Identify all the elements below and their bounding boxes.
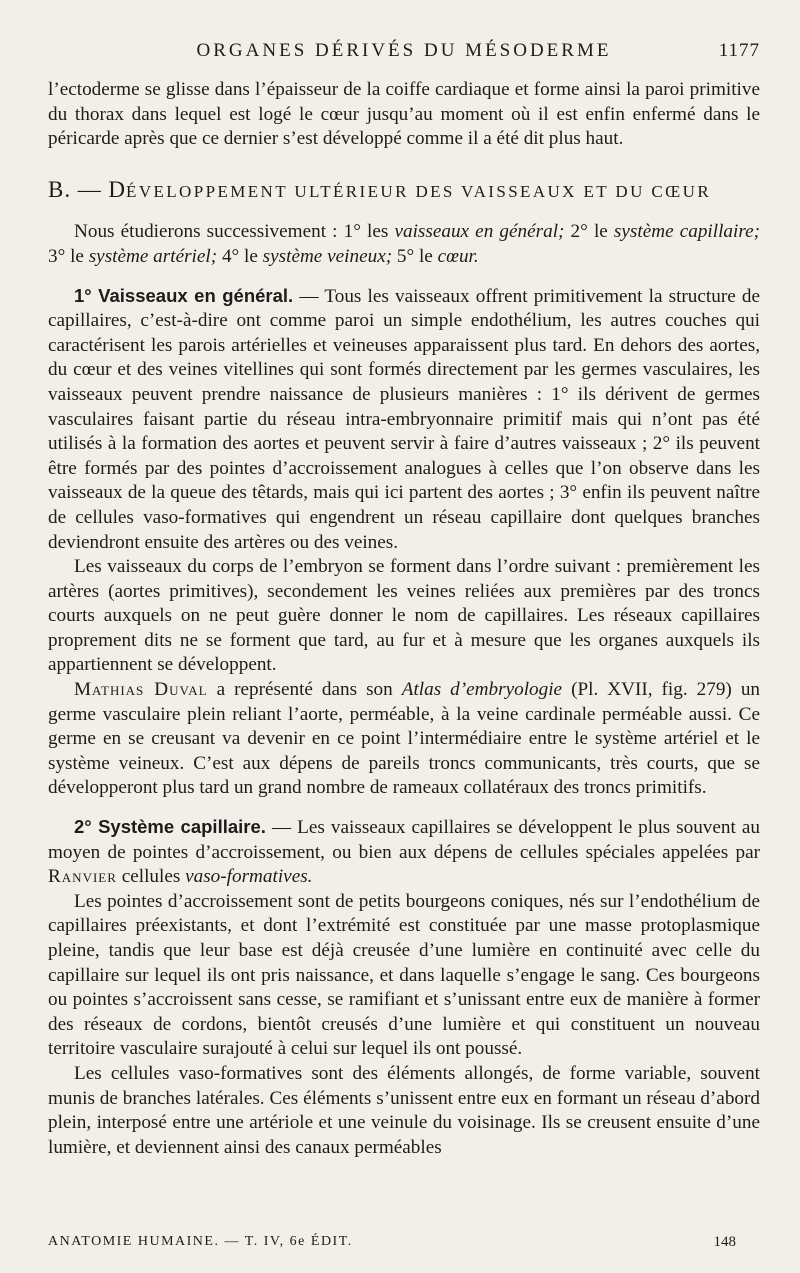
intro-text-2: 2° le — [564, 221, 614, 243]
section-initial: D — [108, 176, 127, 202]
subheading-vaisseaux-general: 1° Vaisseaux en général. — [74, 284, 294, 306]
duval-text-1: a représenté dans son — [207, 679, 402, 701]
running-title: ORGANES DÉRIVÉS DU MÉSODERME — [196, 40, 612, 61]
intro-topic-1: vaisseaux en général; — [394, 221, 565, 243]
book-title: Atlas d’embryologie — [401, 679, 563, 701]
intro-topic-2: système capillaire; — [613, 221, 760, 243]
paragraph-continuation: l’ectoderme se glisse dans l’épaisseur de la coiffe cardiaque et forme ainsi la paroi primitive du thorax dans lequel est logé le cœur jusqu’au moment où il est enfin enfermé dans le péricarde après que ce dernier s’est développé comme il a été dit plus haut. — [48, 79, 760, 150]
intro-text-4: 4° le — [217, 245, 263, 267]
page-body — [48, 78, 760, 1160]
footer-signature: ANATOMIE HUMAINE. — T. IV, 6e ÉDIT. — [48, 1234, 353, 1249]
paragraph-intro — [48, 220, 760, 269]
paragraph-pointes: Les pointes d’accroissement sont de petits bourgeons coniques, nés sur l’endothélium de capillaires préexistants, et dont l’extrémité est constituée par une masse protoplasmique pleine, tandis que leur base est déjà creusée d’une lumière en continuité avec celle du capillaire sur lequel ils ont pris naissance, et dans laquelle s’engage le sang. Ces bourgeons ou pointes s’accroissent sans cesse, se ramifiant et s’unissant entre eux de manière à former des réseaux de cordons, bientôt creusés d’une lumière et qui constituent un nouveau territoire vasculaire surajouté à celui sur lequel ils ont poussé. — [48, 890, 760, 1060]
paragraph-duval — [48, 678, 760, 801]
footer-sheet-number: 148 — [713, 1234, 736, 1250]
capillaire-text-1: — Les vaisseaux capillaires se développent le plus souvent au moyen de pointes d’accroissement, ou bien aux dépens de cellules spéciales appelées par — [48, 817, 760, 863]
intro-text-5: 5° le — [392, 245, 438, 267]
paragraph-cellules: Les cellules vaso-formatives sont des éléments allongés, de forme variable, souvent munis de branches latérales. Ces éléments s’unissent entre eux en formant un réseau d’abord plein, interposé entre une artériole et une veinule du voisinage. Ils se creusent ensuite d’une lumière, et deviennent ainsi des canaux perméables — [48, 1062, 760, 1158]
author-ranvier: Ranvier — [48, 866, 117, 888]
page-number: 1177 — [718, 40, 760, 61]
paragraph-vaisseaux-general — [48, 284, 760, 556]
section-dash: — — [77, 176, 102, 202]
intro-topic-4: système veineux; — [262, 245, 393, 267]
duval-text-2: (Pl. XVII, fig. 279) un germe vasculaire plein reliant l’aorte, perméable, à la veine cardinale perméable aussi. Ce germe en se creusant va devenir en ce point l’intermédiaire entre le système artériel et le système veineux. C’est aux dépens de pareils troncs communicants, très courts, que se développeront plus tard un grand nombre de rameaux collatéraux des troncs primitifs. — [48, 679, 761, 799]
paragraph-systeme-capillaire — [48, 815, 760, 890]
paragraph-ordre: Les vaisseaux du corps de l’embryon se forment dans l’ordre suivant : premièrement les artères (aortes primitives), secondement les veines reliées aux premières par des troncs courts auxquels on ne peut guère donner le nom de capillaires. Les réseaux capillaires proprement dits ne se forment que tard, au fur et à mesure que les organes auxquels ils appartiennent se développent. — [48, 556, 760, 676]
running-head — [48, 40, 760, 68]
section-heading-b — [48, 178, 760, 205]
intro-topic-3: système artériel; — [88, 245, 218, 267]
capillaire-term: vaso-formatives. — [185, 866, 313, 888]
intro-text-3: 3° le — [48, 245, 89, 267]
author-name: Mathias Duval — [74, 679, 208, 701]
page-footer — [48, 1234, 760, 1256]
capillaire-text-2: cellules — [116, 866, 186, 888]
section-letter: B. — [48, 176, 72, 202]
subheading-systeme-capillaire: 2° Système capillaire. — [74, 816, 266, 838]
intro-text-1: Nous étudierons successivement : 1° les — [74, 221, 395, 243]
intro-topic-5: cœur. — [437, 245, 479, 267]
vaisseaux-general-text: — Tous les vaisseaux offrent primitivement la structure de capillaires, c’est-à-dire ont comme paroi un simple endothélium, les autres couches qui caractérisent les parois artérielles et veineuses apparaissent plus tard. En dehors des aortes, du cœur et des veines vitellines qui sont formés directement par les germes vasculaires, les vaisseaux peuvent prendre naissance de plusieurs manières : 1° ils dérivent de germes vasculaires faisant partie du réseau intra-embryonnaire primitif mais qui n’ont pas été utilisés à la formation des aortes et peuvent servir à faire d’autres vaisseaux ; 2° ils peuvent être formés par des pointes d’accroissement analogues à celles que l’on observe dans les vaisseaux de la queue des têtards, mais qui ici partent des aortes ; 3° enfin ils peuvent naître de cellules vaso-formatives qui engendrent un réseau capillaire dont quelques branches deviendront ensuite des artères ou des veines. — [48, 285, 760, 553]
section-title: ÉVELOPPEMENT ULTÉRIEUR DES VAISSEAUX ET DU CŒUR — [126, 181, 712, 201]
